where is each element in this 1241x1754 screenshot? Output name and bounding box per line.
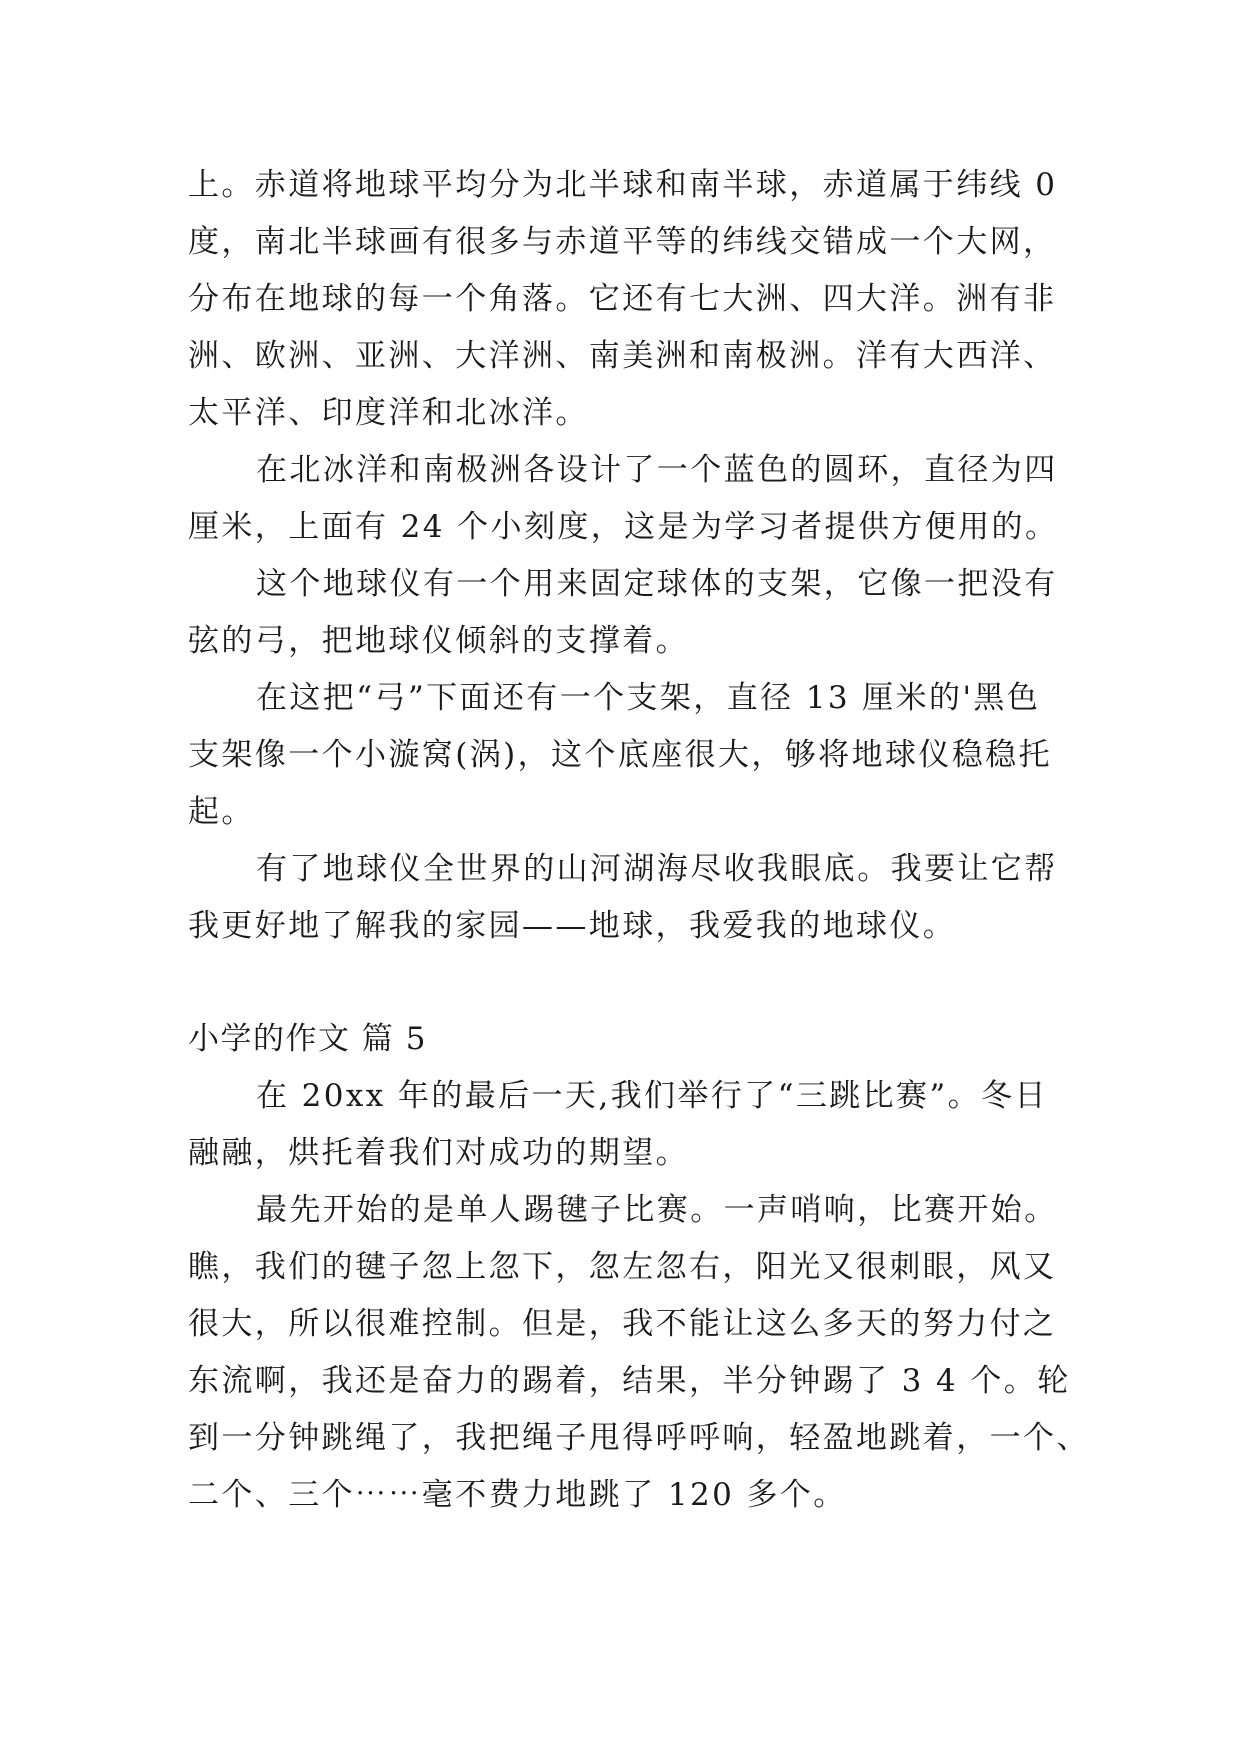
text-line: 弦的弓，把地球仪倾斜的支撑着。 (188, 623, 689, 659)
text-line: 我更好地了解我的家园——地球，我爱我的地球仪。 (188, 908, 957, 944)
paragraph-start-line: 在这把“弓”下面还有一个支架，直径 13 厘米的'黑色 (256, 680, 1041, 716)
text-line: 很大，所以很难控制。但是，我不能让这么多天的努力付之 (188, 1306, 1057, 1342)
paragraph-start-line: 在 20xx 年的最后一天,我们举行了“三跳比赛”。冬日 (256, 1078, 1048, 1114)
text-line: 太平洋、印度洋和北冰洋。 (188, 395, 589, 431)
paragraph-start-line: 有了地球仪全世界的山河湖海尽收我眼底。我要让它帮 (256, 851, 1058, 887)
text-line: 上。赤道将地球平均分为北半球和南半球，赤道属于纬线 0 (188, 167, 1058, 203)
text-line: 到一分钟跳绳了，我把绳子甩得呼呼响，轻盈地跳着，一个、 (188, 1420, 1090, 1456)
text-line: 洲、欧洲、亚洲、大洋洲、南美洲和南极洲。洋有大西洋、 (188, 338, 1057, 374)
text-line: 二个、三个⋯⋯毫不费力地跳了 120 多个。 (188, 1477, 847, 1513)
text-line: 厘米，上面有 24 个小刻度，这是为学习者提供方便用的。 (188, 509, 1059, 545)
text-line: 支架像一个小漩窝(涡)，这个底座很大，够将地球仪稳稳托 (188, 737, 1052, 773)
text-line: 瞧，我们的毽子忽上忽下，忽左忽右，阳光又很刺眼，风又 (188, 1249, 1057, 1285)
paragraph-start-line: 在北冰洋和南极洲各设计了一个蓝色的圆环，直径为四 (256, 452, 1058, 488)
text-line: 东流啊，我还是奋力的踢着，结果，半分钟踢了 3 4 个。轮 (188, 1363, 1071, 1399)
paragraph-start-line: 最先开始的是单人踢毽子比赛。一声哨响，比赛开始。 (256, 1192, 1058, 1228)
text-line: 分布在地球的每一个角落。它还有七大洲、四大洋。洲有非 (188, 281, 1057, 317)
text-line: 融融，烘托着我们对成功的期望。 (188, 1135, 689, 1171)
text-line: 度，南北半球画有很多与赤道平等的纬线交错成一个大网， (188, 224, 1057, 260)
paragraph-start-line: 这个地球仪有一个用来固定球体的支架，它像一把没有 (256, 566, 1058, 602)
text-line: 起。 (188, 794, 255, 830)
section-heading: 小学的作文 篇 5 (188, 1021, 427, 1057)
